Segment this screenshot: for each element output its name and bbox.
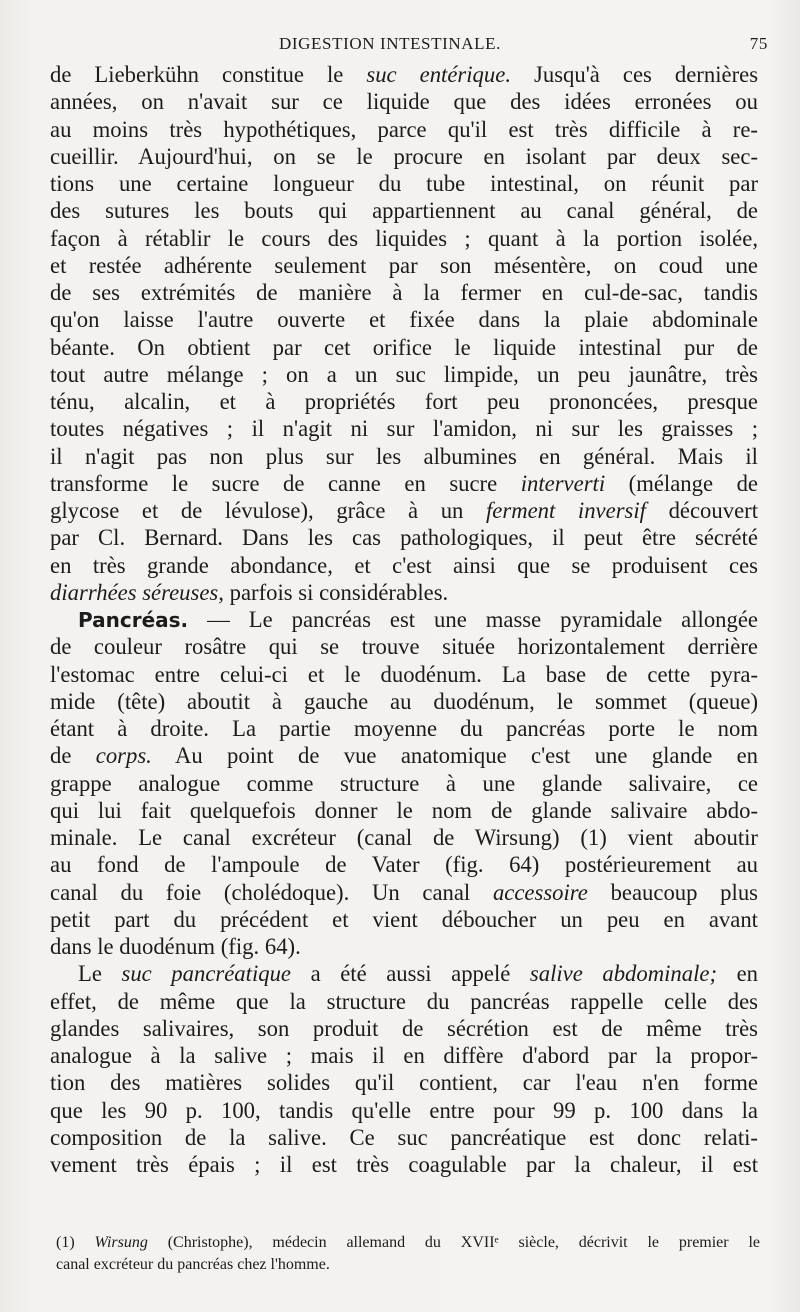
text-line: Le suc pancréatique a été aussi appelé salive abdominale; en [78,961,759,987]
text-line: que les 90 p. 100, tandis qu'elle entre pour 99 p. 100 dans la [50,1097,758,1123]
text-line: l'estomac entre celui-ci et le duodénum. La base de cette pyra- [50,661,758,687]
text-line: façon à rétablir le cours des liquides ; quant à la portion isolée, [50,225,758,251]
text-line: de couleur rosâtre qui se trouve située horizontalement derrière [50,634,758,660]
text-line: grappe analogue comme structure à une glande salivaire, ce [50,770,758,796]
page-number: 75 [749,34,768,53]
text-line: béante. On obtient par cet orifice le liquide intestinal pur de [50,334,758,360]
text-line: effet, de même que la structure du pancréas rappelle celle des [50,988,758,1014]
text-line: qui lui fait quelquefois donner le nom de glande salivaire abdo- [50,797,758,823]
text-line: au fond de l'ampoule de Vater (fig. 64) postérieurement au [50,852,758,878]
text-line: de Lieberkühn constitue le suc entérique. Jusqu'à ces dernières [50,62,759,87]
text-line: et restée adhérente seulement par son mésentère, on coud une [50,252,758,278]
text-line: canal du foie (cholédoque). Un canal accessoire beaucoup plus [50,879,759,905]
text-line: en très grande abondance, et c'est ainsi que se produisent ces [50,552,758,578]
text-line: étant à droite. La partie moyenne du pancréas porte le nom [50,716,758,741]
text-line: tion des matières solides qu'il contient, car l'eau n'en forme [50,1070,758,1096]
body-text [50,61,758,1178]
text-line: des sutures les bouts qui appartiennent au canal général, de [50,198,758,224]
text-line: toutes négatives ; il n'agit ni sur l'amidon, ni sur les graisses ; [50,416,758,442]
text-line: dans le duodénum (fig. 64). [50,934,301,959]
text-line: transforme le sucre de canne en sucre interverti (mélange de [50,470,758,496]
text-line: ténu, alcalin, et à propriétés fort peu prononcées, presque [50,389,758,414]
text-line: tout autre mélange ; on a un suc limpide, un peu jaunâtre, très [50,361,758,387]
text-line: qu'on laisse l'autre ouverte et fixée dans la plaie abdominale [50,307,758,333]
text-line: de ses extrémités de manière à la fermer en cul-de-sac, tandis [50,280,758,305]
text-line: composition de la salive. Ce suc pancréatique est donc relati- [50,1124,758,1150]
text-line: au moins très hypothétiques, parce qu'il est très difficile à re- [50,116,758,142]
text-line: par Cl. Bernard. Dans les cas pathologiques, il peut être sécrété [50,525,758,551]
footnote [56,1232,760,1276]
text-line: minale. Le canal excréteur (canal de Wirsung) (1) vient aboutir [50,825,758,850]
text-line: petit part du précédent et vient déboucher un peu en avant [50,906,758,932]
footnote-line: (1) Wirsung (Christophe), médecin allemand du XVIIᵉ siècle, décrivit le premier le [56,1234,761,1251]
text-line: glycose et de lévulose), grâce à un ferment inversif découvert [50,498,759,523]
text-line: mide (tête) aboutit à gauche au duodénum, le sommet (queue) [50,688,758,714]
text-line: il n'agit pas non plus sur les albumines en général. Mais il [50,443,758,469]
text-line: années, on n'avait sur ce liquide que des idées erronées ou [50,89,758,115]
text-line: tions une certaine longueur du tube intestinal, on réunit par [50,171,758,196]
text-line: cueillir. Aujourd'hui, on se le procure en isolant par deux sec- [50,143,758,169]
text-line: diarrhées séreuses, parfois si considérables. [50,579,449,605]
section-heading-line: Pancréas. — Le pancréas est une masse pyramidale allongée [78,607,758,632]
running-title: DIGESTION INTESTINALE. [279,34,501,53]
footnote-line: canal excréteur du pancréas chez l'homme. [56,1256,330,1273]
section-heading: Pancréas. [78,608,189,632]
text-line: glandes salivaires, son produit de sécrétion est de même très [50,1015,758,1041]
text-line: analogue à la salive ; mais il en diffère d'abord par la propor- [50,1043,758,1068]
text-line: de corps. Au point de vue anatomique c'est une glande en [50,743,759,769]
text-line: vement très épais ; il est très coagulable par la chaleur, il est [50,1152,758,1177]
running-header [0,34,800,60]
